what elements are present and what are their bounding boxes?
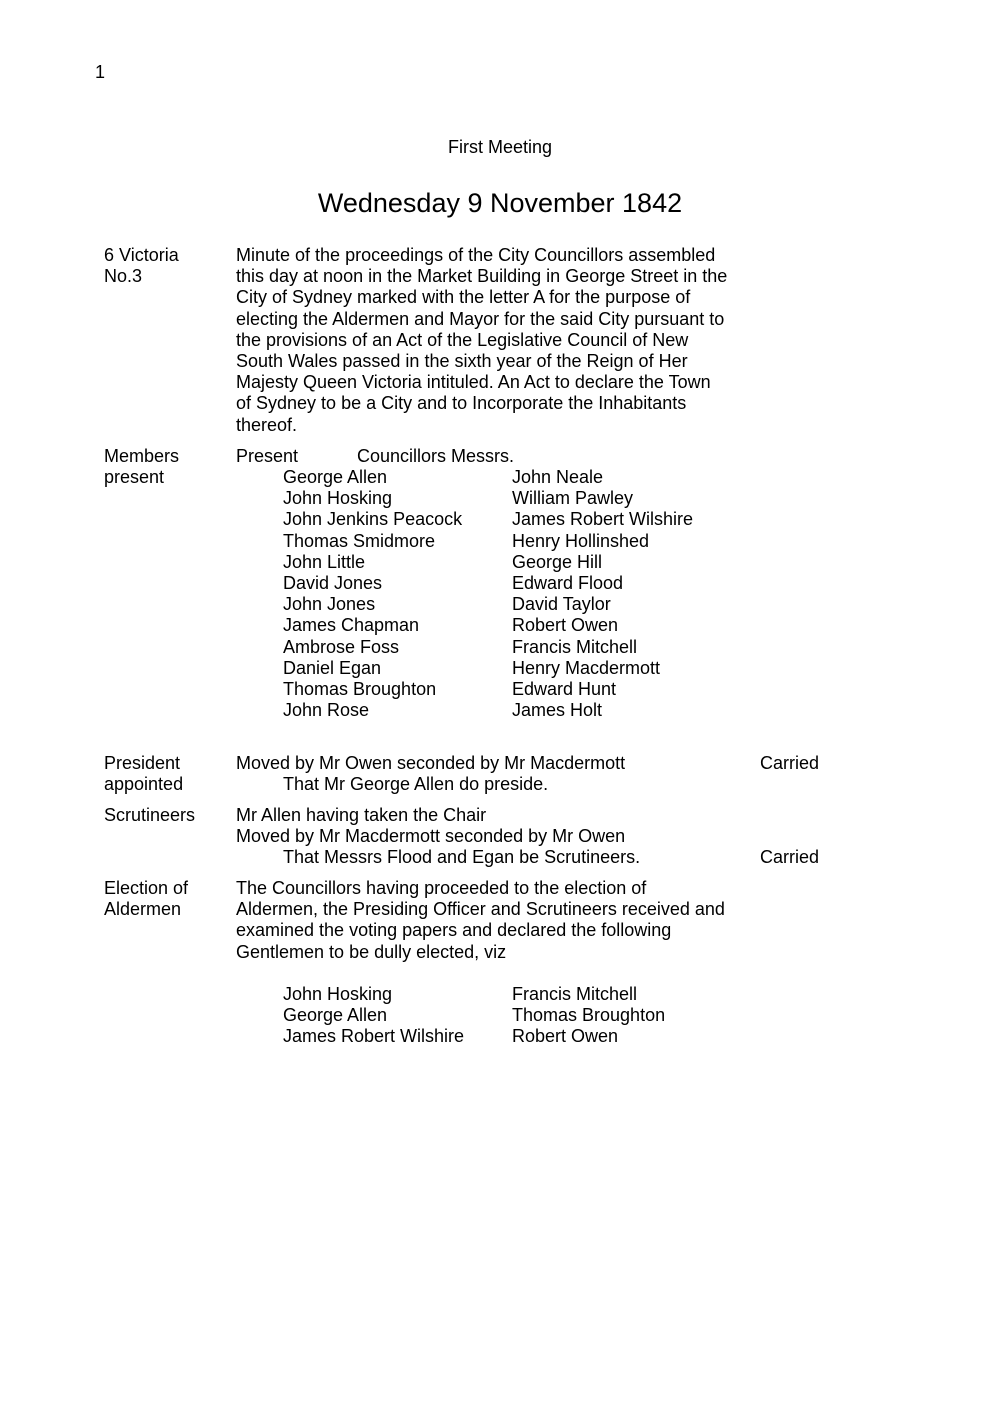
members-list xyxy=(283,467,743,721)
margin-line: President xyxy=(104,753,181,773)
paragraph-line: the provisions of an Act of the Legislative Council of New xyxy=(236,329,689,350)
margin-line: Members xyxy=(104,446,180,466)
member-name: Francis Mitchell xyxy=(512,636,638,657)
list-item xyxy=(283,615,743,636)
resolution-line: That Mr George Allen do preside. xyxy=(283,774,549,795)
member-name: James Holt xyxy=(512,700,603,721)
motion-line: Mr Allen having taken the Chair xyxy=(236,805,487,825)
list-item xyxy=(283,488,743,509)
present-label: Present xyxy=(236,446,299,466)
paragraph-line: City of Sydney marked with the letter A for the purpose of xyxy=(236,287,691,308)
paragraph-line: electing the Aldermen and Mayor for the said City pursuant to xyxy=(236,308,725,329)
member-name: John Little xyxy=(283,551,366,572)
election-paragraph xyxy=(236,878,756,963)
member-name: George Allen xyxy=(283,467,388,487)
member-name: Edward Hunt xyxy=(512,678,617,699)
councillors-label: Councillors Messrs. xyxy=(357,446,515,466)
list-item xyxy=(283,552,743,573)
election-margin-note xyxy=(104,878,229,920)
paragraph-line: Majesty Queen Victoria intituled. An Act to declare the Town xyxy=(236,372,711,393)
member-name: Daniel Egan xyxy=(283,657,382,678)
margin-line: Aldermen xyxy=(104,899,182,920)
paragraph-line: Minute of the proceedings of the City Councillors assembled xyxy=(236,245,716,265)
member-name: John Rose xyxy=(283,700,370,721)
paragraph-line: of Sydney to be a City and to Incorporate the Inhabitants xyxy=(236,393,687,414)
members-margin-note xyxy=(104,446,229,488)
list-item xyxy=(283,1026,743,1047)
date-title: Wednesday 9 November 1842 xyxy=(317,188,683,218)
alderman-name: John Hosking xyxy=(283,984,393,1004)
intro-margin-note xyxy=(104,245,229,287)
member-name: Henry Hollinshed xyxy=(512,530,650,551)
president-result: Carried xyxy=(760,753,820,773)
paragraph-line: examined the voting papers and declared the following xyxy=(236,920,672,941)
member-name: David Taylor xyxy=(512,594,611,615)
member-name: Ambrose Foss xyxy=(283,636,400,657)
member-name: John Neale xyxy=(512,467,604,487)
paragraph-line: The Councillors having proceeded to the election of xyxy=(236,878,647,898)
list-item xyxy=(283,531,743,552)
list-item xyxy=(283,984,743,1005)
member-name: James Chapman xyxy=(283,615,420,636)
member-name: Edward Flood xyxy=(512,572,624,593)
alderman-name: James Robert Wilshire xyxy=(283,1026,465,1047)
page-number: 1 xyxy=(95,62,106,82)
member-name: John Jenkins Peacock xyxy=(283,509,463,530)
alderman-name: Francis Mitchell xyxy=(512,984,638,1004)
list-item xyxy=(283,658,743,679)
resolution-line: That Messrs Flood and Egan be Scrutineers. xyxy=(283,847,641,868)
motion-line: Moved by Mr Owen seconded by Mr Macdermott xyxy=(236,753,626,773)
margin-line: No.3 xyxy=(104,266,143,287)
scrutineers-motion xyxy=(236,805,756,869)
member-name: William Pawley xyxy=(512,488,634,509)
paragraph-line: thereof. xyxy=(236,414,298,435)
president-margin-note xyxy=(104,753,229,795)
president-motion xyxy=(236,753,756,795)
list-item xyxy=(283,467,743,488)
aldermen-list xyxy=(283,984,743,1048)
margin-line: Election of xyxy=(104,878,189,898)
meeting-heading: First Meeting xyxy=(447,137,553,157)
list-item xyxy=(283,700,743,721)
paragraph-line: Aldermen, the Presiding Officer and Scrutineers received and xyxy=(236,899,725,920)
scrutineers-result: Carried xyxy=(760,847,820,867)
margin-line: appointed xyxy=(104,774,184,795)
intro-paragraph xyxy=(236,245,756,436)
alderman-name: George Allen xyxy=(283,1005,388,1026)
member-name: Thomas Smidmore xyxy=(283,530,436,551)
member-name: George Hill xyxy=(512,551,603,572)
list-item xyxy=(283,573,743,594)
paragraph-line: South Wales passed in the sixth year of the Reign of Her xyxy=(236,351,688,372)
list-item xyxy=(283,509,743,530)
motion-line: Moved by Mr Macdermott seconded by Mr Owen xyxy=(236,826,626,847)
member-name: Henry Macdermott xyxy=(512,657,661,678)
member-name: John Jones xyxy=(283,594,376,615)
alderman-name: Robert Owen xyxy=(512,1026,619,1047)
member-name: James Robert Wilshire xyxy=(512,509,694,530)
list-item xyxy=(283,637,743,658)
paragraph-line: Gentlemen to be dully elected, viz xyxy=(236,941,507,962)
list-item xyxy=(283,1005,743,1026)
list-item xyxy=(283,594,743,615)
member-name: Thomas Broughton xyxy=(283,678,437,699)
list-item xyxy=(283,679,743,700)
paragraph-line: this day at noon in the Market Building in George Street in the xyxy=(236,266,728,287)
margin-line: present xyxy=(104,467,165,488)
member-name: Robert Owen xyxy=(512,615,619,636)
margin-line: 6 Victoria xyxy=(104,245,179,265)
alderman-name: Thomas Broughton xyxy=(512,1005,666,1026)
margin-line: Scrutineers xyxy=(104,805,196,825)
member-name: John Hosking xyxy=(283,488,393,509)
scrutineers-margin-note xyxy=(104,805,229,826)
member-name: David Jones xyxy=(283,572,383,593)
